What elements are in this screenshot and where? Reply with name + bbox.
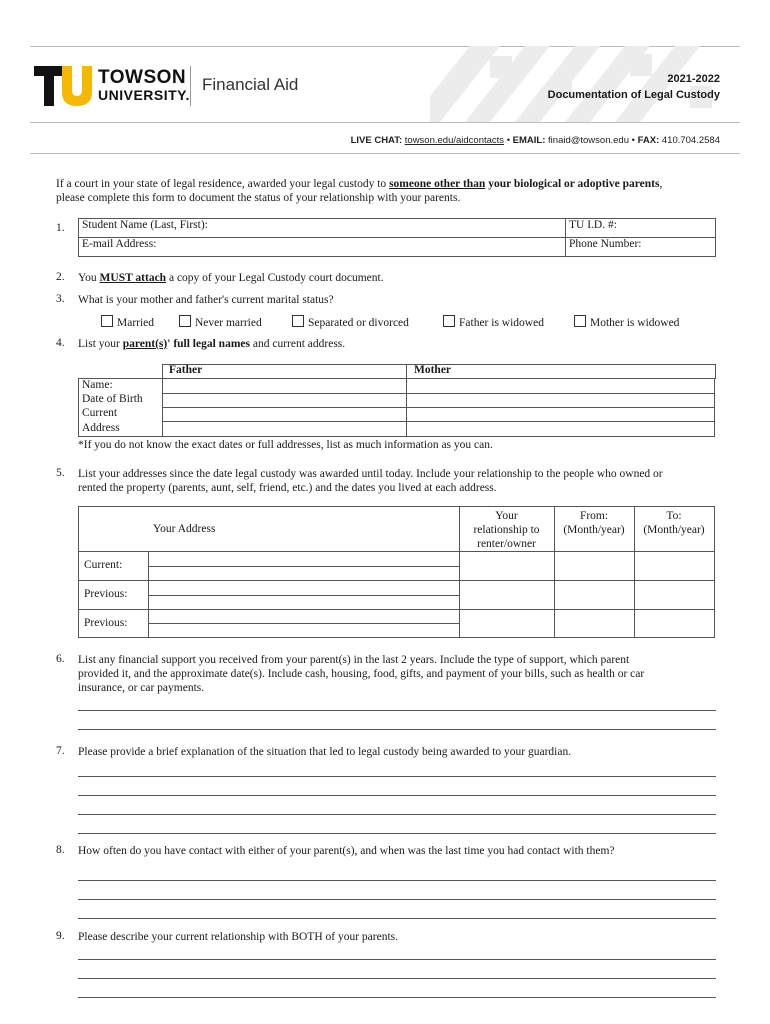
q8-text: How often do you have contact with either of your parent(s), and when was the last time you had contact with them? xyxy=(78,845,615,857)
contact-bar: LIVE CHAT: towson.edu/aidcontacts • EMAIL: finaid@towson.edu • FAX: 410.704.2584 xyxy=(350,135,720,146)
answer-line[interactable] xyxy=(78,959,716,960)
row-label-address: Address xyxy=(82,422,120,434)
intro-text: If a court in your state of legal residence, awarded your legal custody to someone other than your biological or adoptive parents, please complete this form to document the status of your relationship with your parents. xyxy=(56,178,663,204)
live-chat-label: LIVE CHAT: xyxy=(350,135,403,146)
father-column-header: Father xyxy=(169,364,203,376)
checkbox-mother-widowed[interactable]: Mother is widowed xyxy=(574,315,679,329)
row-label-previous-address-2: Previous: xyxy=(84,617,128,629)
answer-line[interactable] xyxy=(78,795,716,796)
checkbox-separated-divorced[interactable]: Separated or divorced xyxy=(292,315,409,329)
towson-tu-logo-icon xyxy=(34,66,92,106)
fax-value: 410.704.2584 xyxy=(661,135,720,146)
q7-text: Please provide a brief explanation of the situation that led to legal custody being awarded to your guardian. xyxy=(78,746,572,758)
to-header: To: (Month/year) xyxy=(643,510,705,536)
form-title: Documentation of Legal Custody xyxy=(547,89,720,101)
row-label-current-address: Current: xyxy=(84,559,123,571)
student-name-field[interactable]: Student Name (Last, First): xyxy=(79,219,566,238)
q4-text: List your parent(s)' full legal names and current address. xyxy=(78,338,346,350)
parents-table xyxy=(78,364,714,436)
fax-label: FAX: xyxy=(637,135,660,146)
mother-column-header: Mother xyxy=(414,364,452,376)
addresses-table xyxy=(78,506,715,638)
checkbox-never-married[interactable]: Never married xyxy=(179,315,262,329)
q9-text: Please describe your current relationship with BOTH of your parents. xyxy=(78,931,398,943)
email-value[interactable]: finaid@towson.edu xyxy=(548,135,629,146)
answer-line[interactable] xyxy=(78,729,716,730)
phone-number-field[interactable]: Phone Number: xyxy=(566,238,716,257)
logo-word-towson: TOWSON xyxy=(98,67,187,88)
q6-text: List any financial support you received from your parent(s) in the last 2 years. Include the type of support, which parent provided it, and the approximate date(s). Include cash, housing, food, gifts, and payment of your bills, such as health or car insurance, or car payments. xyxy=(78,654,645,694)
email-label: EMAIL: xyxy=(512,135,546,146)
logo-word-university: UNIVERSITY. xyxy=(98,87,190,103)
checkbox-married[interactable]: Married xyxy=(101,315,154,329)
parents-note: *If you do not know the exact dates or full addresses, list as much information as you can. xyxy=(78,439,493,451)
row-label-name: Name: xyxy=(82,379,113,391)
answer-line[interactable] xyxy=(78,899,716,900)
answer-line[interactable] xyxy=(78,833,716,834)
q2-text: You MUST attach a copy of your Legal Custody court document. xyxy=(78,272,384,284)
answer-line[interactable] xyxy=(78,710,716,711)
from-header: From: (Month/year) xyxy=(563,510,625,536)
relationship-header: Your relationship to renter/owner xyxy=(473,510,540,550)
answer-line[interactable] xyxy=(78,918,716,919)
row-label-dob: Date of Birth xyxy=(82,393,143,405)
email-address-field[interactable]: E-mail Address: xyxy=(79,238,566,257)
department-name: Financial Aid xyxy=(202,75,299,94)
answer-line[interactable] xyxy=(78,814,716,815)
row-label-current: Current xyxy=(82,407,118,419)
checkbox-father-widowed[interactable]: Father is widowed xyxy=(443,315,544,329)
answer-line[interactable] xyxy=(78,776,716,777)
your-address-header: Your Address xyxy=(153,523,216,535)
live-chat-link[interactable]: towson.edu/aidcontacts xyxy=(404,135,505,146)
form-year: 2021-2022 xyxy=(667,73,720,85)
answer-line[interactable] xyxy=(78,978,716,979)
answer-line[interactable] xyxy=(78,880,716,881)
answer-line[interactable] xyxy=(78,997,716,998)
row-label-previous-address-1: Previous: xyxy=(84,588,128,600)
q5-text: List your addresses since the date legal custody was awarded until today. Include your relationship to the people who owned or rented the property (parents, aunt, self, friend, etc.) and the dates you lived at each address. xyxy=(78,468,663,494)
q3-text: What is your mother and father's current marital status? xyxy=(78,294,334,306)
tu-id-field[interactable]: TU I.D. #: xyxy=(566,219,716,238)
student-info-table xyxy=(78,218,716,257)
